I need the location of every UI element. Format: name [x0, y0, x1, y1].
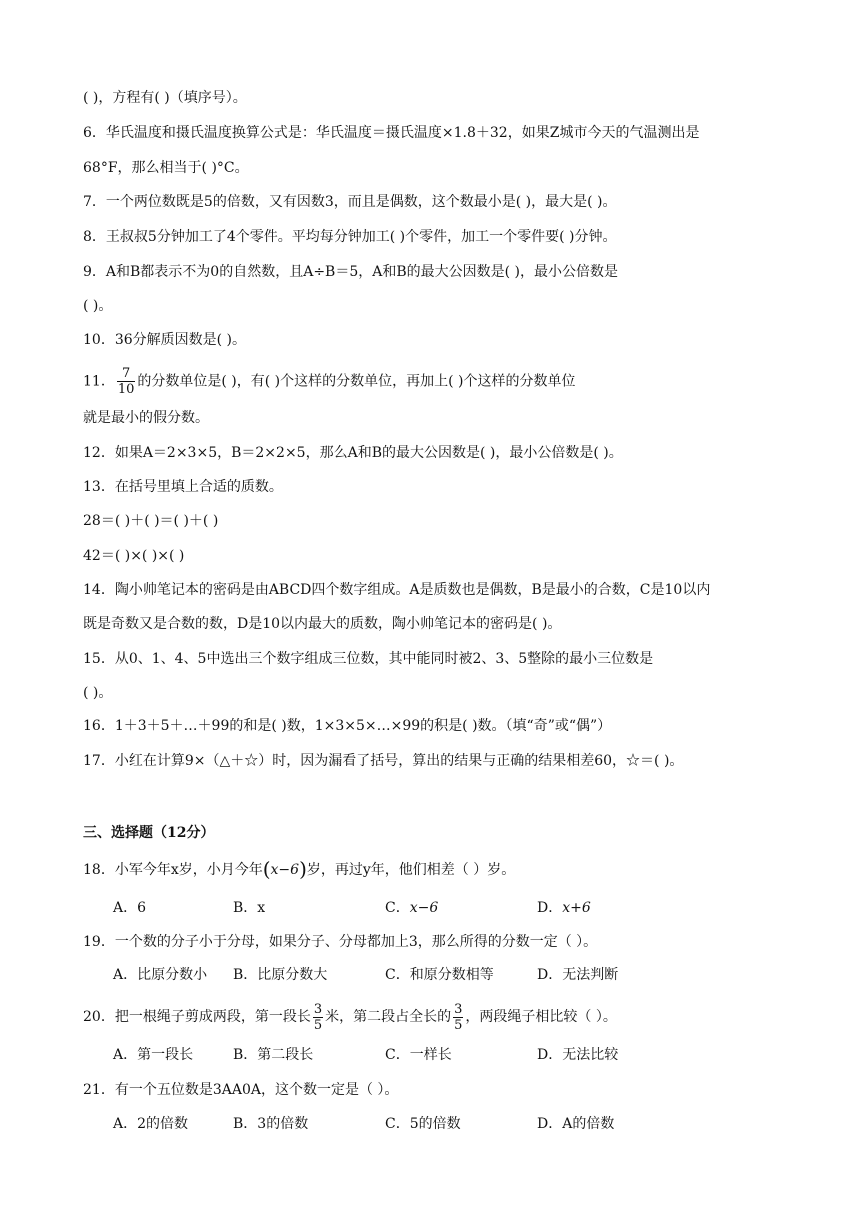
question-9-line-2: ( )。 [83, 298, 113, 314]
question-20-pre: 20．把一根绳子剪成两段，第一段长 [83, 1009, 311, 1025]
fraction-numerator: 7 [117, 366, 136, 382]
fraction-numerator: 3 [313, 1001, 323, 1017]
question-5-continuation: ( )，方程有( )（填序号）。 [83, 90, 247, 106]
question-10: 10．36分解质因数是( )。 [83, 332, 247, 348]
question-20-post: ，两段绳子相比较（ ）。 [465, 1009, 617, 1025]
option-a[interactable]: A．2的倍数 [113, 1116, 189, 1132]
option-d-label: D． [537, 900, 563, 916]
question-18-post: 岁，再过y年，他们相差（ ）岁。 [306, 862, 516, 878]
option-d[interactable]: D．无法比较 [537, 1047, 619, 1063]
fraction-3-5 [453, 1002, 463, 1033]
option-c[interactable] [385, 898, 438, 918]
question-14-line-2: 既是奇数又是合数的数，D是10以内最大的质数，陶小帅笔记本的密码是( )。 [83, 616, 562, 632]
question-19-options [113, 965, 813, 985]
question-16: 16．1＋3＋5＋…＋99的和是( )数，1×3×5×…×99的积是( )数。（填“奇”或“偶”） [83, 718, 612, 734]
question-14-line-1: 14．陶小帅笔记本的密码是由ABCD四个数字组成。A是质数也是偶数，B是最小的合数，C是10以内 [83, 582, 711, 598]
question-21-options [113, 1114, 813, 1134]
question-15-line-1: 15．从0、1、4、5中选出三个数字组成三位数，其中能同时被2、3、5整除的最小三位数是 [83, 651, 654, 667]
question-17: 17．小红在计算9×（△＋☆）时，因为漏看了括号，算出的结果与正确的结果相差60，☆＝( )。 [83, 753, 684, 769]
question-13-sum: 28＝( )＋( )＝( )＋( ) [83, 513, 219, 529]
fraction-3-5 [313, 1002, 323, 1033]
question-18 [83, 857, 784, 881]
option-c[interactable]: C．和原分数相等 [385, 967, 494, 983]
option-c[interactable]: C．一样长 [385, 1047, 452, 1063]
question-20 [83, 1000, 784, 1034]
question-20-mid: 米，第二段占全长的 [325, 1009, 452, 1025]
option-a[interactable]: A．比原分数小 [113, 967, 208, 983]
question-12: 12．如果A＝2×3×5，B＝2×2×5，那么A和B的最大公因数是( )，最小公倍数是( )。 [83, 445, 623, 461]
open-paren: ( [262, 857, 271, 881]
question-18-options [113, 898, 813, 918]
question-18-pre: 18．小军今年x岁，小月今年 [83, 862, 263, 878]
option-a[interactable]: A．第一段长 [113, 1047, 194, 1063]
fraction-numerator: 3 [454, 1001, 463, 1017]
option-c[interactable]: C．5的倍数 [385, 1116, 461, 1132]
option-d[interactable]: D．A的倍数 [537, 1116, 615, 1132]
option-d[interactable] [537, 898, 591, 918]
question-7: 7．一个两位数既是5的倍数，又有因数3，而且是偶数，这个数最小是( )，最大是( )。 [83, 194, 617, 210]
fraction-denominator: 5 [313, 1017, 323, 1033]
fraction-denominator: 5 [454, 1017, 463, 1033]
question-19: 19．一个数的分子小于分母，如果分子、分母都加上3，那么所得的分数一定（ ）。 [83, 934, 598, 950]
question-11-number: 11． [83, 373, 115, 390]
option-b[interactable]: B．比原分数大 [233, 967, 328, 983]
question-15-line-2: ( )。 [83, 685, 113, 701]
option-b[interactable]: B．x [233, 900, 266, 916]
option-a[interactable]: A．6 [113, 900, 147, 916]
fraction-denominator: 10 [117, 382, 135, 397]
option-b[interactable]: B．3的倍数 [233, 1116, 309, 1132]
question-8: 8．王叔叔5分钟加工了4个零件。平均每分钟加工( )个零件，加工一个零件要( )分钟。 [83, 229, 617, 245]
option-d-expr: x+6 [562, 900, 591, 916]
question-18-expr: x−6 [270, 862, 300, 878]
question-9-line-1: 9．A和B都表示不为0的自然数，且A÷B＝5，A和B的最大公因数是( )，最小公倍数是 [83, 264, 619, 280]
question-11-line-2: 就是最小的假分数。 [83, 410, 209, 426]
question-11-line-1 [83, 366, 784, 396]
option-c-expr: x−6 [409, 900, 439, 916]
option-c-label: C． [385, 900, 410, 916]
option-b[interactable]: B．第二段长 [233, 1047, 314, 1063]
question-13: 13．在括号里填上合适的质数。 [83, 479, 283, 495]
close-paren: ) [299, 857, 307, 881]
question-6-line-2: 68°F，那么相当于( )°C。 [83, 160, 249, 176]
question-21: 21．有一个五位数是3AA0A，这个数一定是（ ）。 [83, 1082, 399, 1098]
question-11-text: 的分数单位是( )，有( )个这样的分数单位，再加上( )个这样的分数单位 [137, 373, 576, 390]
fraction-7-10 [117, 366, 136, 397]
option-d[interactable]: D．无法判断 [537, 967, 619, 983]
question-13-product: 42＝( )×( )×( ) [83, 548, 185, 564]
question-6-line-1: 6．华氏温度和摄氏温度换算公式是：华氏温度＝摄氏温度×1.8＋32，如果Z城市今天的气温测出是 [83, 125, 700, 141]
section-3-heading: 三、选择题（12分） [83, 825, 215, 841]
question-20-options [113, 1045, 813, 1065]
